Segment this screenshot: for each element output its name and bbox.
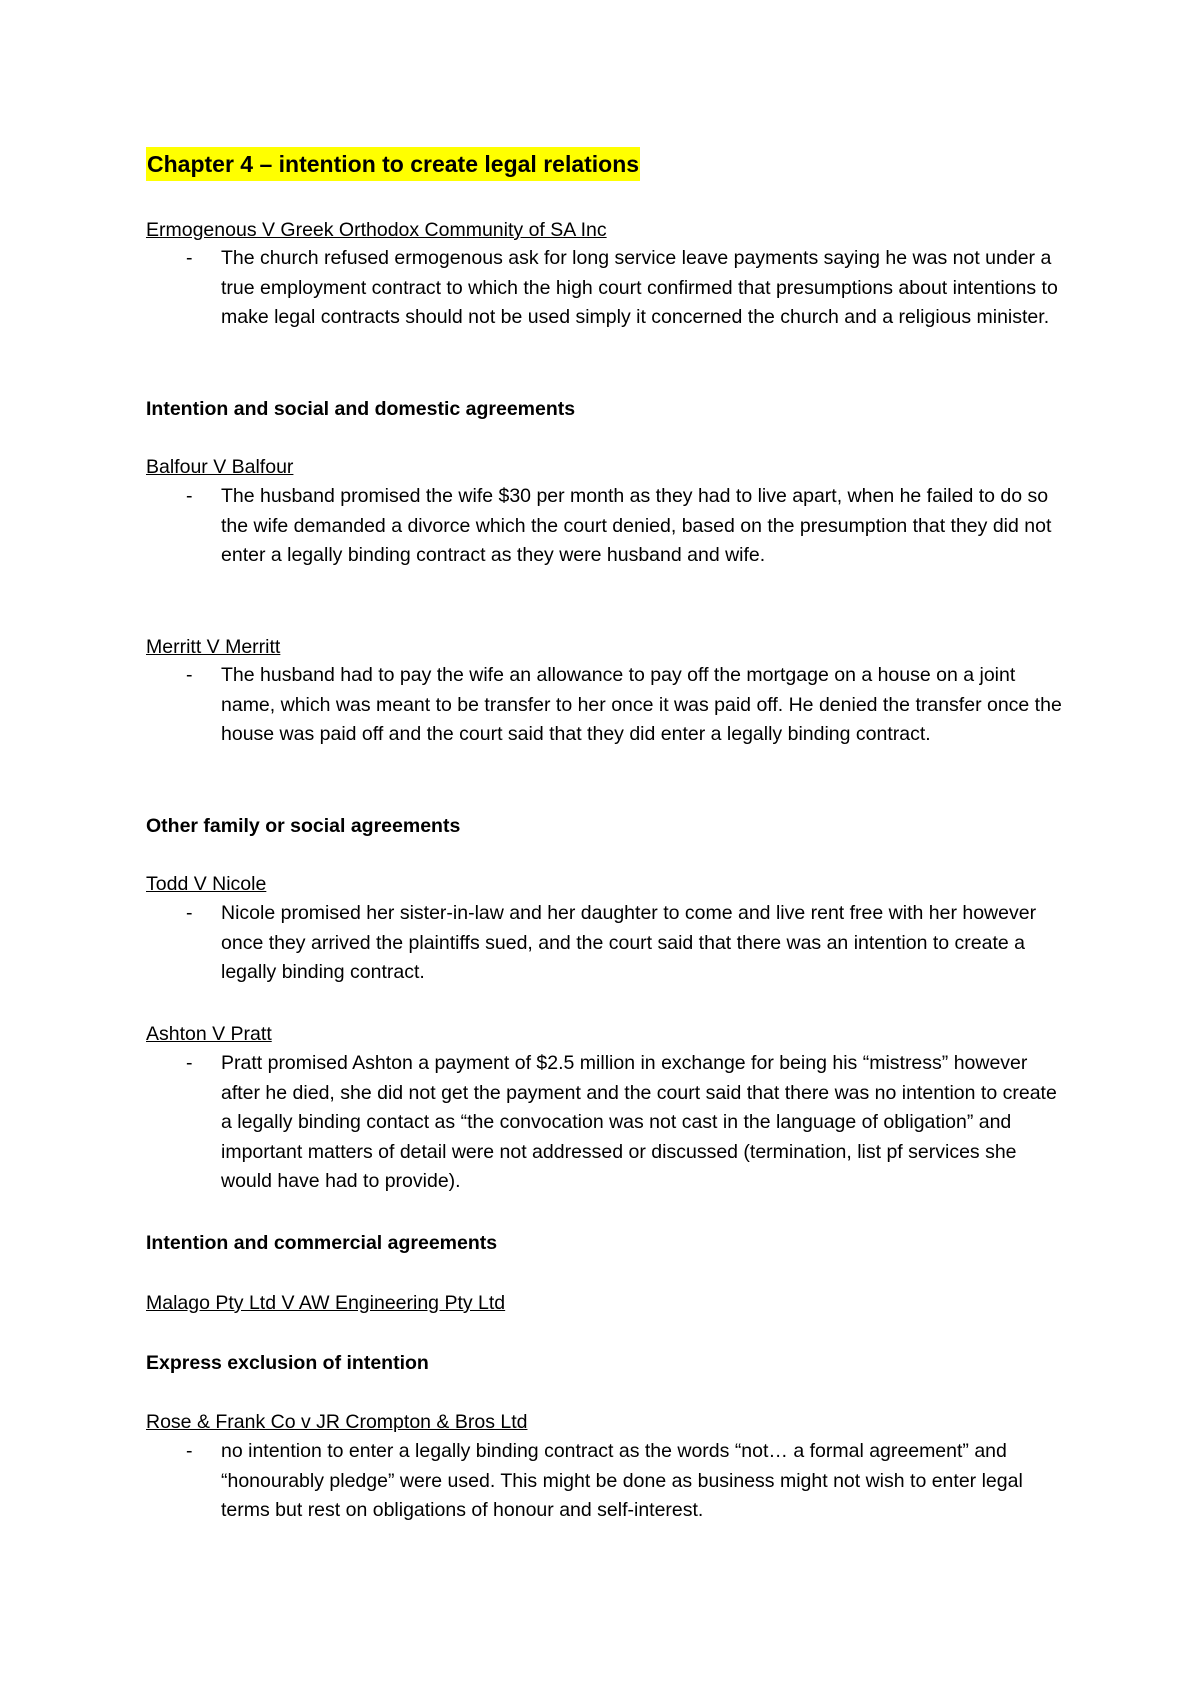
bullet-marker: - [186, 485, 193, 507]
bullet-marker: - [186, 247, 193, 269]
bullet-marker: - [186, 1052, 193, 1074]
case-name-ashton: Ashton V Pratt [146, 1023, 272, 1045]
bullet-text: Pratt promised Ashton a payment of $2.5 million in exchange for being his “mistress” however after he died, she did not get the payment and the court said that there was no intention to create a legally binding contact as “the convocation was not cast in the language of obligation” and important matters of detail were not addressed or discussed (termination, list pf services she would have had to provide). [221, 1052, 1057, 1193]
bullet-text: The husband had to pay the wife an allowance to pay off the mortgage on a house on a joint name, which was meant to be transfer to her once it was paid off. He denied the transfer once the house was paid off and the court said that they did enter a legally binding contract. [221, 664, 1062, 746]
bullet-text: The church refused ermogenous ask for long service leave payments saying he was not under a true employment contract to which the high court confirmed that presumptions about intentions to make legal contracts should not be used simply it concerned the church and a religious minister. [221, 247, 1058, 329]
chapter-title: Chapter 4 – intention to create legal relations [146, 147, 640, 181]
case-name-ermogenous: Ermogenous V Greek Orthodox Community of SA Inc [146, 219, 607, 241]
bullet-marker: - [186, 664, 193, 686]
bullet-marker: - [186, 1440, 193, 1462]
case-name-balfour: Balfour V Balfour [146, 456, 294, 478]
bullet-text: Nicole promised her sister-in-law and her daughter to come and live rent free with her however once they arrived the plaintiffs sued, and the court said that there was an intention to create a legally binding contract. [221, 902, 1037, 984]
bullet-text: no intention to enter a legally binding contract as the words “not… a formal agreement” and “honourably pledge” were used. This might be done as business might not wish to enter legal terms but rest on obligations of honour and self-interest. [221, 1440, 1023, 1522]
case-name-malago: Malago Pty Ltd V AW Engineering Pty Ltd [146, 1292, 506, 1314]
case-name-todd: Todd V Nicole [146, 873, 267, 895]
bullet-text: The husband promised the wife $30 per month as they had to live apart, when he failed to do so the wife demanded a divorce which the court denied, based on the presumption that they did not enter a legally binding contract as they were husband and wife. [221, 485, 1052, 567]
section-heading-express-exclusion: Express exclusion of intention [146, 1352, 429, 1374]
section-heading-social-domestic: Intention and social and domestic agreements [146, 398, 576, 420]
bullet-marker: - [186, 902, 193, 924]
section-heading-commercial: Intention and commercial agreements [146, 1232, 498, 1254]
case-name-rose: Rose & Frank Co v JR Crompton & Bros Ltd [146, 1411, 528, 1433]
case-name-merritt: Merritt V Merritt [146, 636, 281, 658]
section-heading-other-family: Other family or social agreements [146, 815, 461, 837]
